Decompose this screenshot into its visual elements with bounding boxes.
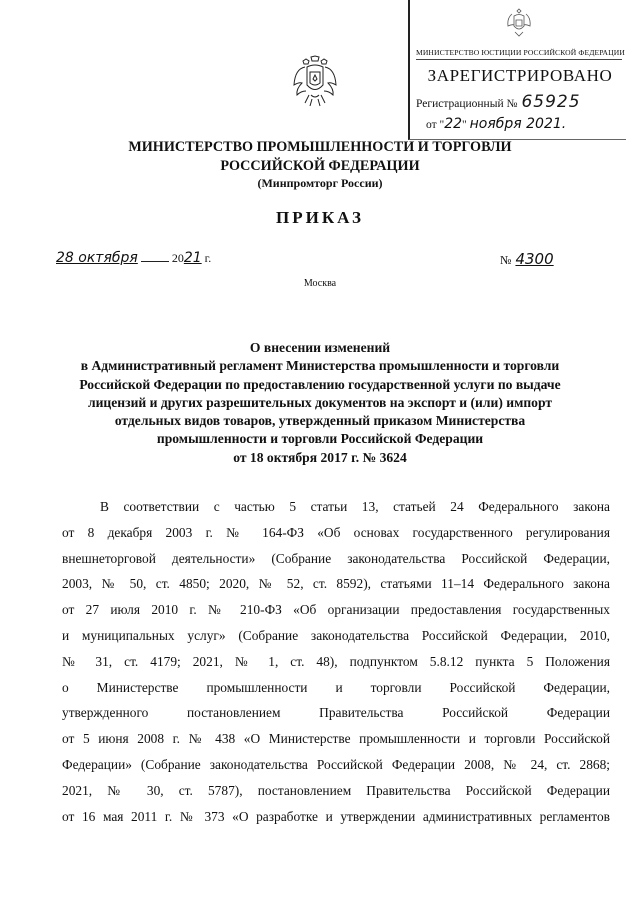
body-line: № 31, ст. 4179; 2021, № 1, ст. 48), подпунктом 5.8.12 пункта 5 Положения <box>62 653 610 669</box>
subject-line: лицензий и других разрешительных документов на экспорт и (или) импорт <box>87 394 553 410</box>
order-heading: ПРИКАЗ <box>276 208 364 227</box>
body-line: от 5 июня 2008 г. № 438 «О Министерстве промышленности и торговли Российской <box>62 731 610 747</box>
stamp-date-day: 22 <box>444 116 463 132</box>
subject-line: в Административный регламент Министерства промышленности и торговли <box>80 358 560 374</box>
stamp-date-month: ноября <box>469 116 522 132</box>
subject-line: О внесении изменений <box>249 340 391 355</box>
body-line: внешнеторговой деятельности» (Собрание законодательства Российской Федерации, <box>62 550 610 566</box>
order-year-suffix: г. <box>201 251 212 265</box>
body-line: В соответствии с частью 5 статьи 13, статьей 24 Федерального закона <box>100 499 610 514</box>
order-year-handwritten: 21 <box>183 250 202 266</box>
body-line: и муниципальных услуг» (Собрание законодательства Российской Федерации, 2010, <box>62 627 610 643</box>
stamp-registration-number <box>416 92 581 112</box>
coat-of-arms-icon <box>293 55 337 109</box>
body-line: о Министерстве промышленности и торговли Российской Федерации, <box>62 679 610 695</box>
order-year-prefix: 20 <box>171 251 184 265</box>
body-line: 2021, № 30, ст. 5787), постановлением Правительства Российской Федерации <box>62 782 610 798</box>
order-date <box>56 250 211 266</box>
order-number-label: № <box>500 253 512 267</box>
subject-line: от 18 октября 2017 г. № 3624 <box>233 449 407 465</box>
registration-stamp <box>408 0 626 140</box>
body-line: от 16 мая 2011 г. № 373 «О разработке и утверждении административных регламентов <box>62 808 610 824</box>
order-subject <box>60 339 580 467</box>
body-line: утвержденного постановлением Правительства Российской Федерации <box>62 705 610 721</box>
order-date-handwritten: 28 октября <box>56 250 138 266</box>
subject-line: Российской Федерации по предоставлению государственной услуги по выдаче <box>79 376 561 392</box>
stamp-date-year: 2021. <box>521 116 567 132</box>
stamp-date-prefix: от " <box>426 119 445 131</box>
ministry-title-line1: МИНИСТЕРСТВО ПРОМЫШЛЕННОСТИ И ТОРГОВЛИ <box>128 139 512 155</box>
subject-line: отдельных видов товаров, утвержденный приказом Министерства <box>114 413 526 429</box>
stamp-reg-number-handwritten: 65925 <box>521 92 581 112</box>
body-line: от 8 декабря 2003 г. № 164-ФЗ «Об основах государственного регулирования <box>62 524 610 540</box>
order-body <box>62 494 610 829</box>
stamp-date <box>426 116 566 132</box>
stamp-emblem-icon <box>505 6 533 40</box>
order-number <box>500 250 554 268</box>
stamp-reg-label: Регистрационный № <box>416 98 518 110</box>
body-line: Федерации» (Собрание законодательства Российской Федерации 2008, № 24, ст. 2868; <box>62 756 610 772</box>
order-number-handwritten: 4300 <box>515 250 554 268</box>
stamp-date-mid: " <box>462 119 470 131</box>
body-line: от 27 июля 2010 г. № 210-ФЗ «Об организации предоставления государственных <box>62 602 610 618</box>
ministry-title <box>0 138 640 176</box>
ministry-title-line2: РОССИЙСКОЙ ФЕДЕРАЦИИ <box>220 158 420 174</box>
subject-line: промышленности и торговли Российской Федерации <box>156 431 484 447</box>
stamp-registered-label: ЗАРЕГИСТРИРОВАНО <box>427 66 613 85</box>
ministry-short-name: (Минпромторг России) <box>257 176 383 190</box>
stamp-ministry-name: МИНИСТЕРСТВО ЮСТИЦИИ РОССИЙСКОЙ ФЕДЕРАЦИИ <box>416 48 622 60</box>
body-line: 2003, № 50, ст. 4850; 2020, № 52, ст. 8592), статьями 11–14 Федерального закона <box>62 576 610 592</box>
city: Москва <box>303 278 337 289</box>
